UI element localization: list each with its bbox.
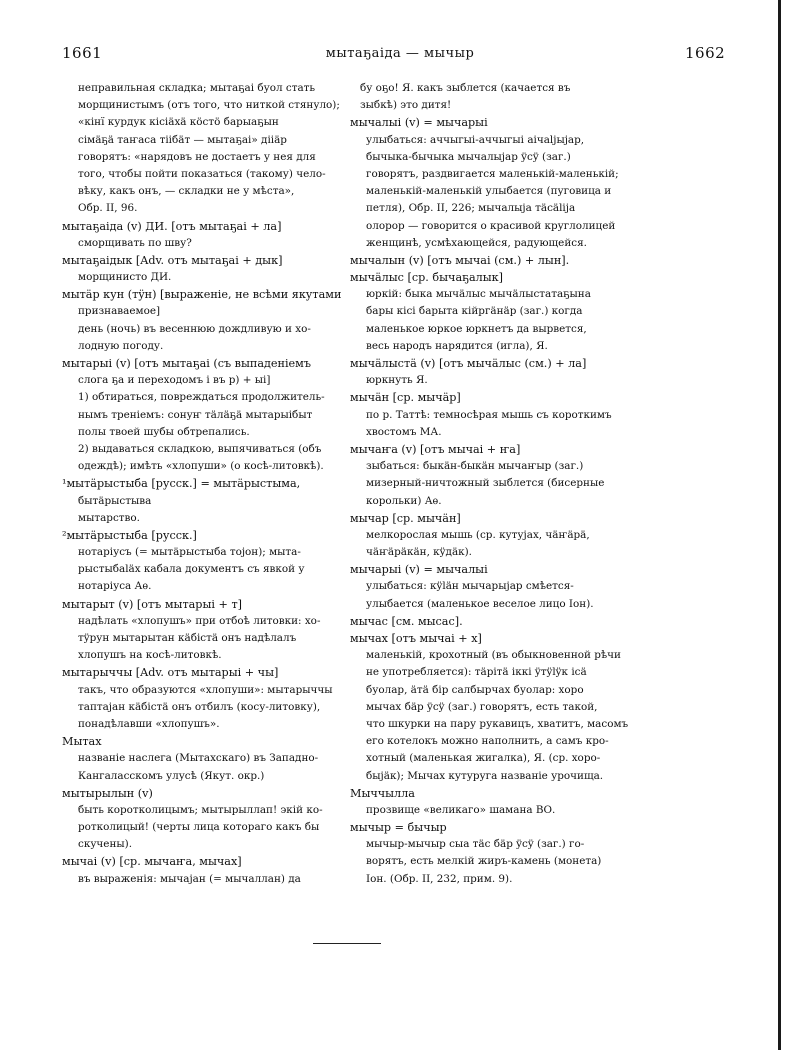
entry-headword-line: мычäлыстä (v) [отъ мычäлыс (см.) + ла]	[350, 357, 587, 370]
page-number-left: 1661	[62, 44, 103, 62]
entry-text-line: нотаріуса Аѳ.	[78, 580, 152, 593]
entry-text-line: надѣлать «хлопушъ» при отбоѣ литовки: хо-	[78, 614, 321, 627]
entry-text-line: скучены).	[78, 838, 132, 851]
entry-text-line: весь народъ нарядится (игла), Я.	[366, 339, 548, 352]
entry-text-line: ротколицый! (черты лица котораго какъ бы	[78, 821, 320, 834]
entry-headword-line: мытырылын (v)	[62, 786, 153, 800]
entry-text-line: говорятъ: «нарядовъ не достаетъ у нея для	[78, 150, 316, 163]
entry-text-line: лодную погоду.	[78, 339, 164, 352]
entry-text-line: зыбкѣ) это дитя!	[360, 99, 452, 112]
entry-text-line: Кангаласскомъ улусѣ (Якут. окр.)	[78, 769, 265, 782]
entry-headword-line: мычах [отъ мычаі + х]	[350, 632, 482, 645]
entry-text-line: зыбаться: быкäн-быкäн мычаҥыр (заг.)	[366, 460, 584, 473]
entry-text-line: одеждѣ); имѣть «хлопуши» (о косѣ-литовкѣ).	[78, 460, 324, 473]
entry-text-line: маленькій-маленькій улыбается (пуговица и	[366, 185, 612, 198]
entry-text-line: бытäрыстыва	[78, 494, 152, 507]
entry-text-line: Іон. (Обр. II, 232, прим. 9).	[366, 872, 513, 885]
entry-headword-line: мытäр кун (тÿн) [выраженіе, не всѣми якутами	[62, 288, 342, 302]
entry-text-line: такъ, что образуются «хлопуши»: мытарыччы	[78, 683, 333, 696]
entry-headword-line: мычаҥа (v) [отъ мычаі + ҥа]	[350, 442, 521, 456]
entry-text-line: хлопушъ на косѣ-литовкѣ.	[78, 649, 222, 662]
entry-headword-line: мычалын (v) [отъ мычаі (см.) + лын].	[350, 253, 570, 267]
entry-headword-line: мычас [см. мысас].	[350, 614, 463, 628]
entry-headword-line: ²мытäрыстыба [русск.]	[62, 528, 197, 542]
entry-text-line: улыбаться: кÿläн мычарыjар смѣется-	[366, 580, 574, 593]
entry-text-line: олорор — говорится о красивой круглолицей	[366, 219, 616, 232]
entry-text-line: маленькое юркое юркнетъ да вырвется,	[366, 322, 587, 335]
entry-text-line: неправильная складка; мытаҕаі буол стать	[78, 82, 316, 94]
entry-headword-line: мытаҕаідык [Adv. отъ мытаҕаі + дык]	[62, 253, 283, 267]
entry-headword-line: мычыр = бычыр	[350, 821, 447, 835]
entry-text-line: бу оҕо! Я. какъ зыблется (качается въ	[360, 82, 571, 94]
entry-headword-line: мычалыі (v) = мычарыі	[350, 116, 488, 130]
right-column	[350, 80, 640, 888]
end-rule	[313, 943, 381, 944]
entry-headword-line: мытарыі (v) [отъ мытаҕаі (съ выпаденіемъ	[62, 357, 311, 370]
left-column	[62, 80, 344, 888]
entry-headword-line: мычäн [ср. мычäр]	[350, 391, 461, 405]
entry-text-line: юркнуть Я.	[366, 374, 428, 387]
entry-text-line: вѣку, какъ онъ, — складки не у мѣста»,	[78, 185, 295, 198]
entry-headword-line: Мытах	[62, 735, 102, 749]
entry-text-line: рыстыбаläх кабала документъ съ явкой у	[78, 563, 305, 576]
entry-text-line: Обр. II, 96.	[78, 202, 138, 215]
entry-headword-line: мычаі (v) [ср. мычаҥа, мычах]	[62, 855, 242, 869]
entry-text-line: день (ночь) въ весеннюю дождливую и хо-	[78, 322, 311, 335]
entry-text-line: «кінї курдук кісіäxä кöстö барыаҕын	[78, 116, 279, 129]
entry-text-line: хвостомъ МА.	[366, 425, 442, 438]
entry-text-line: мычыр-мычыр сыа тäс бäр ÿсÿ (заг.) го-	[366, 838, 585, 851]
entry-text-line: того, чтобы пойти показаться (такому) чело-	[78, 167, 326, 180]
entry-text-line: улыбаться: аччыгыі-аччыгыі аічаljыjар,	[366, 133, 585, 146]
entry-text-line: таптаjан кäбістä онъ отбилъ (косу-литовку),	[78, 700, 321, 713]
entry-text-line: нотаріусъ (= мытäрыстыба тоjон); мыта-	[78, 546, 301, 559]
running-header: мытаҕаіда — мычыр	[325, 46, 475, 61]
entry-text-line: улыбается (маленькое веселое лицо Іон).	[366, 597, 594, 610]
entry-text-line: женщинѣ, усмѣхающейся, радующейся.	[366, 236, 587, 249]
entry-headword-line: Мыччылла	[350, 786, 415, 800]
entry-text-line: мычах бäр ÿсÿ (заг.) говорятъ, есть такой,	[366, 700, 598, 713]
entry-text-line: хотный (маленькая жигалка), Я. (ср. хоро-	[366, 752, 601, 765]
entry-text-line: по р. Таттѣ: темносѣрая мышь съ короткимъ	[366, 408, 612, 421]
entry-headword-line: мычарыі (v) = мычалыі	[350, 563, 488, 577]
entry-text-line: 1) обтираться, повреждаться продолжитель-	[78, 391, 325, 404]
entry-text-line: мытарство.	[78, 511, 140, 524]
entry-text-line: полы твоей шубы обтрепались.	[78, 425, 250, 438]
entry-text-line: петля), Обр. II, 226; мычалыjа тäсäliја	[366, 202, 576, 215]
entry-text-line: понадѣлавши «хлопушъ».	[78, 717, 220, 730]
entry-text-line: сморщивать по шву?	[78, 236, 192, 249]
entry-text-line: быть коротколицымъ; мытырыллап! экій ко-	[78, 803, 323, 816]
entry-text-line: слога ҕа и переходомъ і въ р) + ыі]	[78, 374, 271, 387]
entry-text-line: въ выраженія: мычаjан (= мычаллан) да	[78, 872, 301, 885]
entry-text-line: говорятъ, раздвигается маленькій-маленькій;	[366, 167, 619, 180]
entry-text-line: буолар, äтä бір салбырчах буолар: хоро	[366, 683, 584, 696]
entry-headword-line: мытаҕаіда (v) ДИ. [отъ мытаҕаі + ла]	[62, 219, 282, 233]
entry-headword-line: мычар [ср. мычäн]	[350, 511, 461, 525]
entry-text-line: бычыка-бычыка мычалыjар ÿсÿ (заг.)	[366, 150, 571, 163]
entry-text-line: мизерный-ничтожный зыблется (бисерные	[366, 477, 605, 490]
entry-text-line: названіе наслега (Мытахскаго) въ Западно-	[78, 752, 319, 765]
entry-text-line: не употребляется): тäрітä іккі ÿтÿlÿк ісä	[366, 666, 587, 679]
entry-headword-line: мытарыччы [Adv. отъ мытарыі + чы]	[62, 666, 279, 680]
entry-text-line: что шкурки на пару рукавицъ, хватитъ, масомъ	[366, 717, 629, 730]
entry-text-line: 2) выдаваться складкою, выпячиваться (объ	[78, 442, 322, 455]
entry-text-line: признаваемое]	[78, 305, 161, 318]
entry-headword-line: мычäлыс [ср. бычаҕалык]	[350, 271, 504, 285]
entry-text-line: чäҥäрäкäн, кÿдäк).	[366, 546, 472, 559]
entry-text-line: нымъ треніемъ: сонуҥ тäлäҕä мытарыібыт	[78, 408, 313, 421]
entry-text-line: тÿрун мытарытан кäбістä онъ надѣлалъ	[78, 632, 297, 644]
entry-headword-line: мытарыт (v) [отъ мытарыі + т]	[62, 597, 242, 611]
entry-text-line: корольки) Аѳ.	[366, 494, 442, 507]
page-edge-line	[778, 0, 781, 1050]
entry-text-line: ворятъ, есть мелкій жиръ-камень (монета)	[366, 855, 602, 868]
entry-text-line: прозвище «великаго» шамана ВО.	[366, 803, 556, 816]
entry-text-line: сімäҕä таҥаса тіібäт — мытаҕаі» дііäр	[78, 133, 287, 146]
entry-text-line: морщинисто ДИ.	[78, 271, 172, 284]
entry-text-line: мелкорослая мышь (ср. кутуjах, чäҥäрä,	[366, 528, 590, 541]
entry-text-line: бары кісі барыта кійргäнäр (заг.) когда	[366, 305, 583, 318]
entry-text-line: маленькій, крохотный (въ обыкновенной рѣчи	[366, 649, 621, 662]
entry-text-line: морщинистымъ (отъ того, что ниткой стянуло);	[78, 99, 340, 112]
page-number-right: 1662	[685, 44, 726, 62]
entry-text-line: его котелокъ можно наполнить, а самъ кро-	[366, 735, 609, 748]
entry-headword-line: ¹мытäрыстыба [русск.] = мытäрыстыма,	[62, 477, 301, 491]
entry-text-line: юркій: быка мычäлыс мычäлыстатаҕына	[366, 288, 591, 301]
entry-text-line: быjäк); Мычах кутуруга названіе урочища.	[366, 769, 604, 782]
